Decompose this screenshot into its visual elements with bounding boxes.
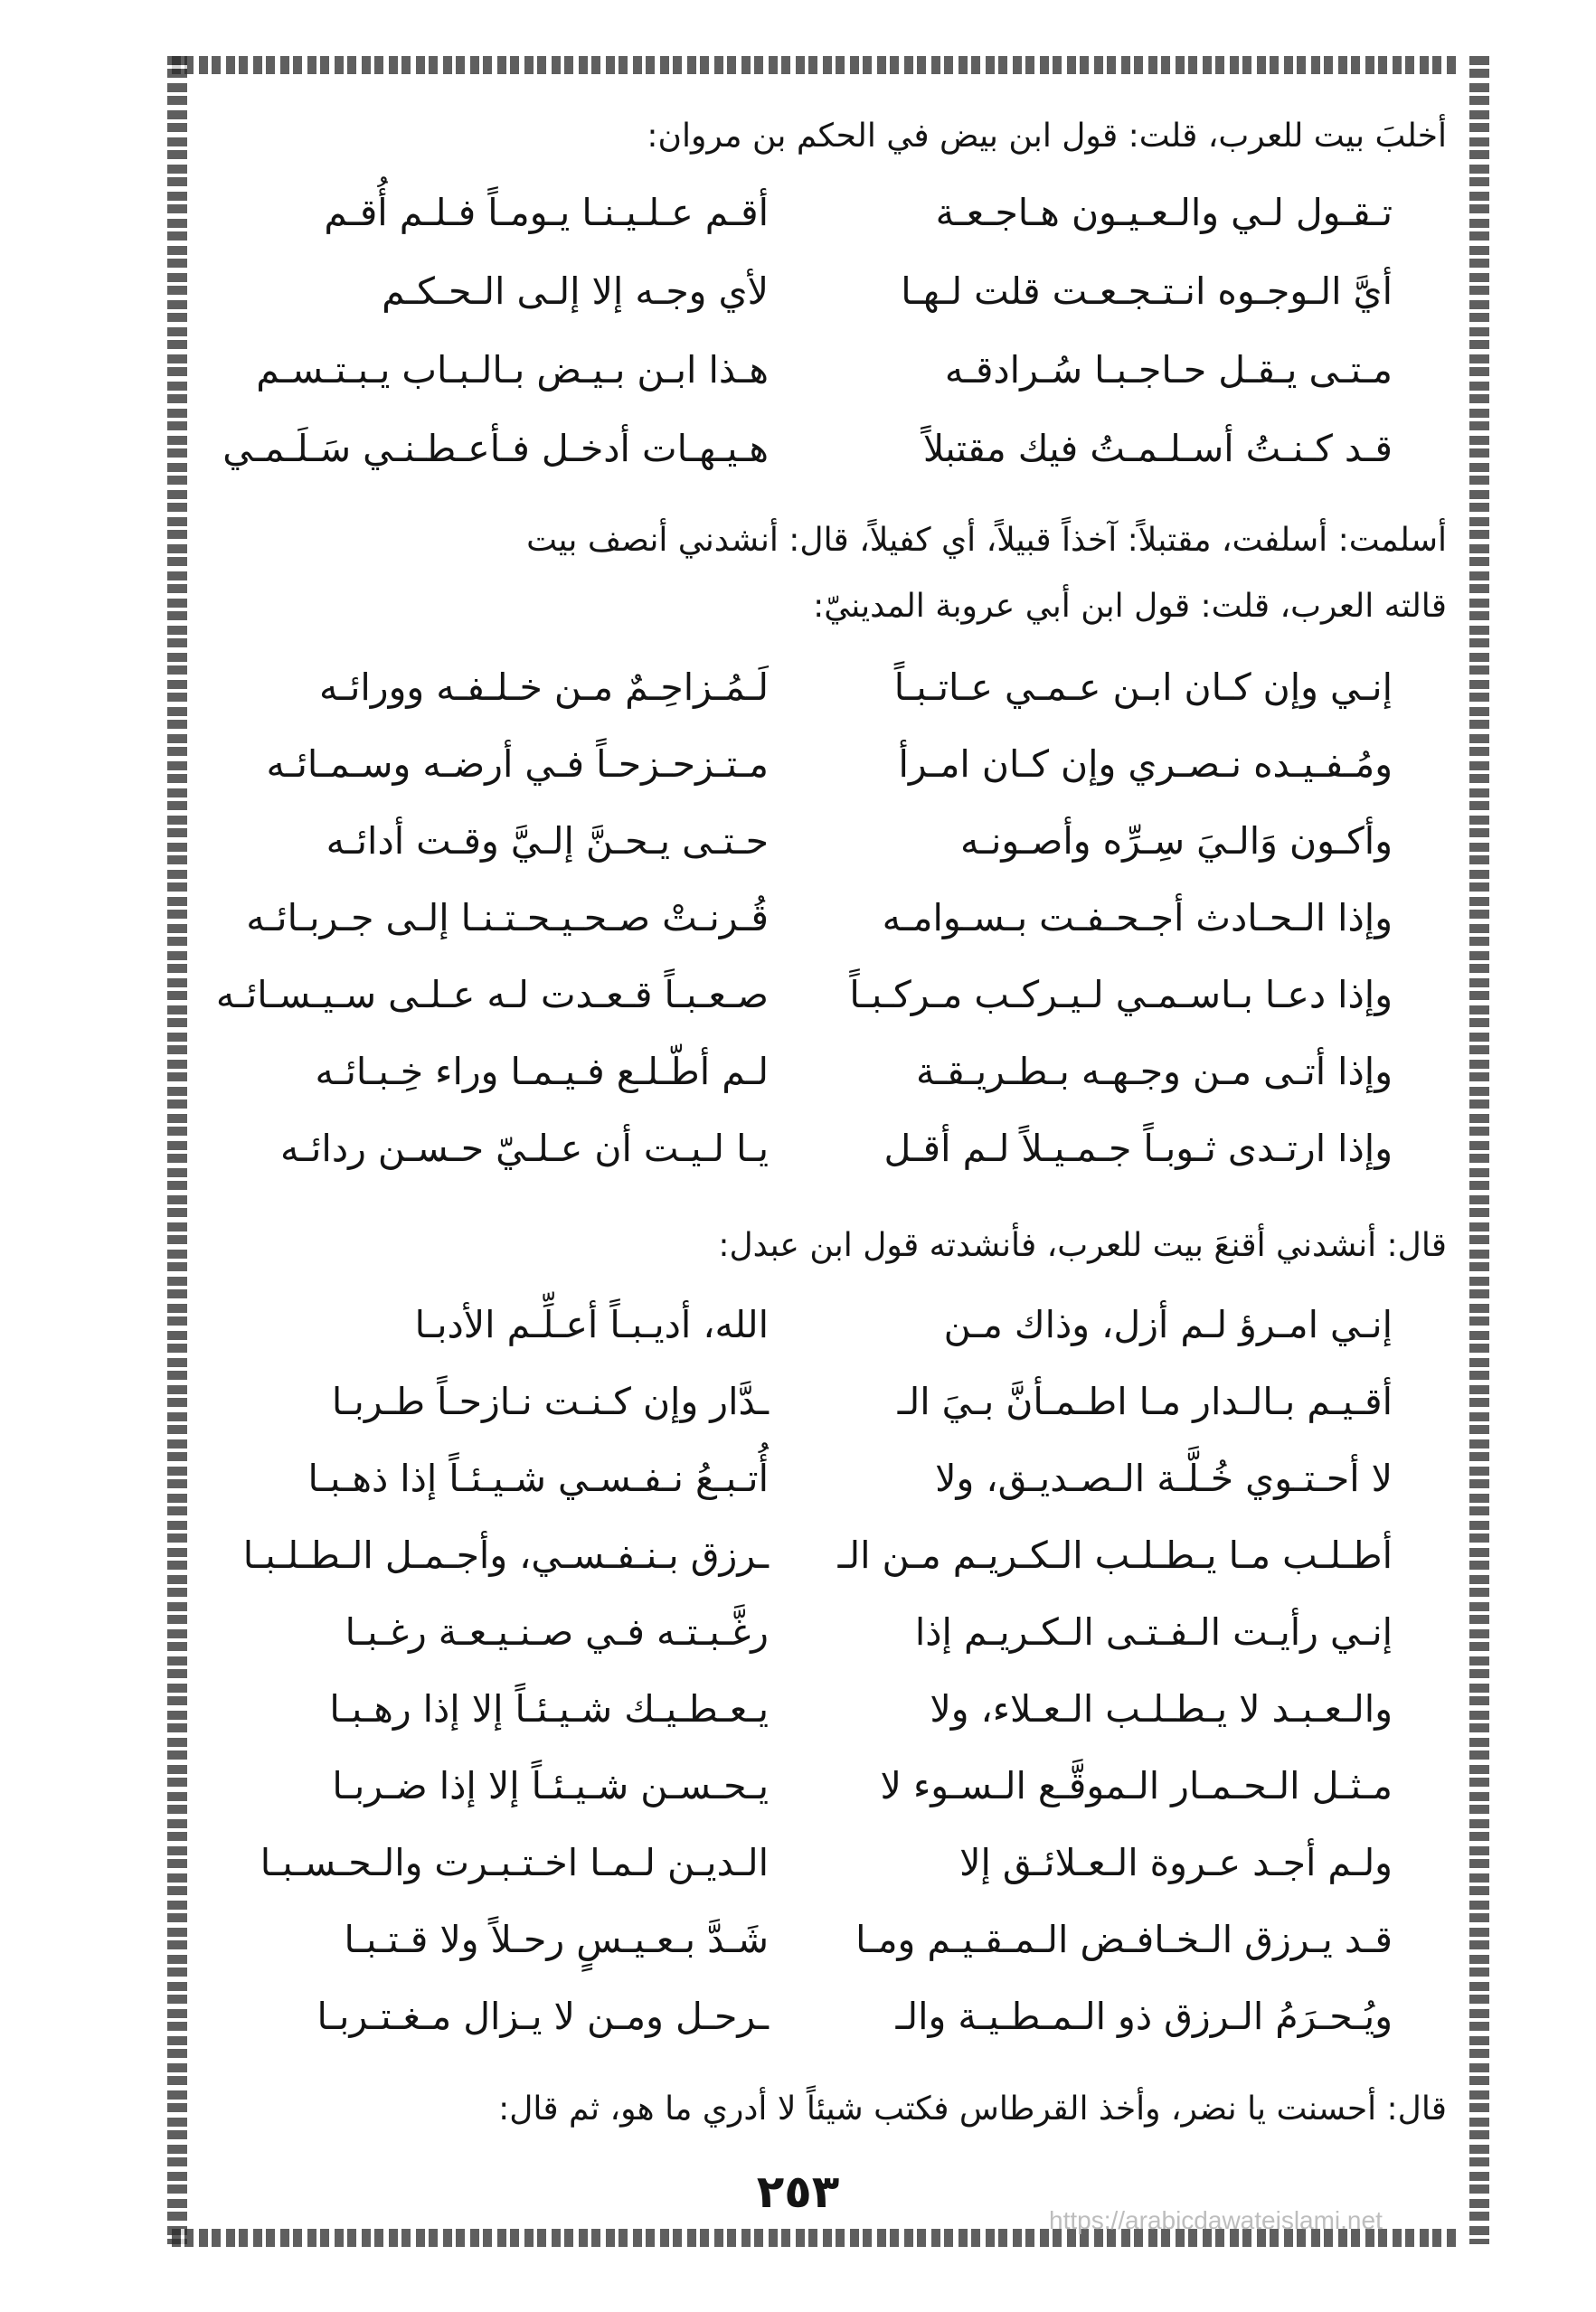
hemistich-first: أيَّ الـوجـوه انـتـجـعـت قلت لـهـا — [901, 269, 1393, 313]
hemistich-second: رغَّـبـتـه فـي صـنـيـعـة رغـبـا — [345, 1610, 769, 1654]
verse-line — [226, 651, 1402, 723]
hemistich-first: ويُـحـرَمُ الـرزق ذو الـمـطـيـة والـ — [895, 1995, 1393, 2038]
hemistich-second: مـتـزحـزحـاً فـي أرضـه وسـمـائـه — [266, 742, 769, 786]
hemistich-first: وأكـون وَالـيَ سِـرِّه وأصـونـه — [959, 819, 1393, 863]
hemistich-second: الله، أديـبـاً أعـلِّـم الأدبـا — [414, 1303, 769, 1346]
hemistich-first: إنـي امـرؤ لـم أزل، وذاك مـن — [943, 1303, 1393, 1346]
hemistich-second: أقـم عـلـيـنـا يـومـاً فـلـم أُقـم — [324, 191, 769, 234]
prose-line: قالته العرب، قلت: قول ابن أبي عروبة المدينيّ: — [813, 588, 1447, 625]
hemistich-first: إنـي رأيـت الـفـتـى الـكـريـم إذا — [914, 1610, 1393, 1654]
verse-line — [226, 1596, 1402, 1668]
verse-line — [226, 1288, 1402, 1361]
hemistich-first: وإذا الـحـادث أجـحـفـت بـسـوامـه — [882, 896, 1393, 939]
hemistich-first: لا أحـتـوي خُـلَّـة الـصـديـق، ولا — [935, 1457, 1393, 1500]
hemistich-second: لأي وجـه إلا إلـى الـحـكـم — [382, 269, 769, 313]
hemistich-second: قُـرنـتْ صـحـيـحـتـنـا إلـى جـربـائـه — [246, 896, 769, 939]
verse-line — [226, 882, 1402, 954]
prose-line: قال: أنشدني أقنعَ بيت للعرب، فأنشدته قول ابن عبدل: — [718, 1227, 1447, 1264]
hemistich-first: والـعـبـد لا يـطـلـب الـعـلاء، ولا — [930, 1687, 1393, 1731]
border-top-ornament — [172, 56, 1456, 74]
prose-line: أخلبَ بيت للعرب، قلت: قول ابن بيض في الحكم بن مروان: — [647, 118, 1447, 155]
hemistich-second: يـعـطـيـك شـيـئـاً إلا إذا رهـبـا — [329, 1687, 769, 1731]
watermark: https://arabicdawateislami.net — [1049, 2206, 1383, 2234]
verse-line — [226, 1442, 1402, 1515]
verse-line — [226, 1673, 1402, 1745]
border-right-ornament — [1469, 56, 1489, 2244]
hemistich-first: قـد كـنـتُ أسـلـمـتُ فيك مقتبلاً — [922, 427, 1393, 470]
hemistich-second: هـيـهـات أدخـل فـأعـطـنـي سَـلَـمـي — [222, 427, 769, 470]
hemistich-first: وإذا دعـا بـاسـمـي لـيـركـب مـركـبـاً — [849, 973, 1393, 1016]
verse-line — [226, 1112, 1402, 1184]
verse-line — [226, 255, 1402, 327]
hemistich-first: ومُـفـيـده نـصـري وإن كـان امـرأ — [898, 742, 1393, 786]
border-left-ornament — [167, 56, 187, 2244]
hemistich-first: قـد يـرزق الـخـافـض الـمـقـيـم ومـا — [855, 1918, 1393, 1961]
hemistich-second: هـذا ابـن بـيـض بـالـبـاب يـبـتـسـم — [256, 348, 769, 392]
hemistich-first: مـثـل الـحـمـار الـموقَّـع الـسـوء لا — [880, 1764, 1393, 1807]
verse-line — [226, 1903, 1402, 1976]
hemistich-second: ـرحـل ومـن لا يـزال مـغـتـربـا — [316, 1995, 769, 2038]
verse-line — [226, 1519, 1402, 1591]
page-number: ٢٥٣ — [756, 2166, 840, 2218]
hemistich-first: إنـي وإن كـان ابـن عـمـي عـاتـبـاً — [893, 665, 1393, 709]
hemistich-second: حـتـى يـحـنَّ إلـيَّ وقـت أدائـه — [326, 819, 769, 863]
hemistich-second: ـرزق بـنـفـسـي، وأجـمـل الـطـلـبـا — [242, 1533, 769, 1577]
verse-line — [222, 412, 1402, 485]
hemistich-second: أُتـبـعُ نـفـسـي شـيـئـاً إذا ذهـبـا — [307, 1457, 769, 1500]
prose-line: قال: أحسنت يا نضر، وأخذ القرطاس فكتب شيئاً لا أدري ما هو، ثم قال: — [498, 2090, 1447, 2128]
verse-line — [226, 1750, 1402, 1822]
hemistich-second: صـعـبـاً قـعـدت لـه عـلـى سـيـسـائـه — [215, 973, 769, 1016]
hemistich-second: ـدَّار وإن كـنـت نـازحـاً طـربـا — [331, 1380, 769, 1423]
verse-line — [226, 805, 1402, 877]
hemistich-first: أقـيـم بـالـدار مـا اطـمـأنَّ بـيَ الـ — [897, 1380, 1393, 1423]
hemistich-second: لـم أطّـلـع فـيـمـا وراء خِـبـائـه — [315, 1050, 769, 1093]
hemistich-second: يـا لـيـت أن عـلـيّ حـسـن ردائـه — [280, 1127, 769, 1170]
hemistich-first: أطـلـب مـا يـطـلـب الـكـريـم مـن الـ — [837, 1533, 1393, 1577]
verse-line — [226, 334, 1402, 406]
hemistich-first: تـقـول لـي والـعـيـون هـاجـعـة — [935, 191, 1393, 234]
prose-line: أسلمت: أسلفت، مقتبلاً: آخذاً قبيلاً، أي كفيلاً، قال: أنشدني أنصف بيت — [526, 522, 1447, 559]
hemistich-second: الـديـن لـمـا اخـتـبـرت والـحـسـبـا — [260, 1841, 769, 1884]
hemistich-second: شَـدَّ بـعـيـسٍ رحـلاً ولا قـتـبـا — [344, 1918, 769, 1961]
verse-line — [215, 958, 1402, 1031]
verse-line — [226, 176, 1402, 249]
hemistich-first: وإذا ارتـدى ثـوبـاً جـمـيـلاً لـم أقـل — [883, 1127, 1393, 1170]
hemistich-first: وإذا أتـى مـن وجـهـه بـطـريـقـة — [915, 1050, 1393, 1093]
verse-line — [226, 1035, 1402, 1108]
hemistich-second: يـحـسـن شـيـئـاً إلا إذا ضـربـا — [332, 1764, 769, 1807]
hemistich-first: مـتـى يـقـل حـاجـبـا سُـرادقـه — [944, 348, 1393, 392]
hemistich-first: ولـم أجـد عـروة الـعـلائـق إلا — [959, 1841, 1393, 1884]
verse-line — [226, 1826, 1402, 1899]
hemistich-second: لَـمُـزاحِـمٌ مـن خـلـفـه وورائـه — [318, 665, 769, 709]
verse-line — [226, 1365, 1402, 1438]
verse-line — [226, 728, 1402, 800]
verse-line — [226, 1980, 1402, 2052]
